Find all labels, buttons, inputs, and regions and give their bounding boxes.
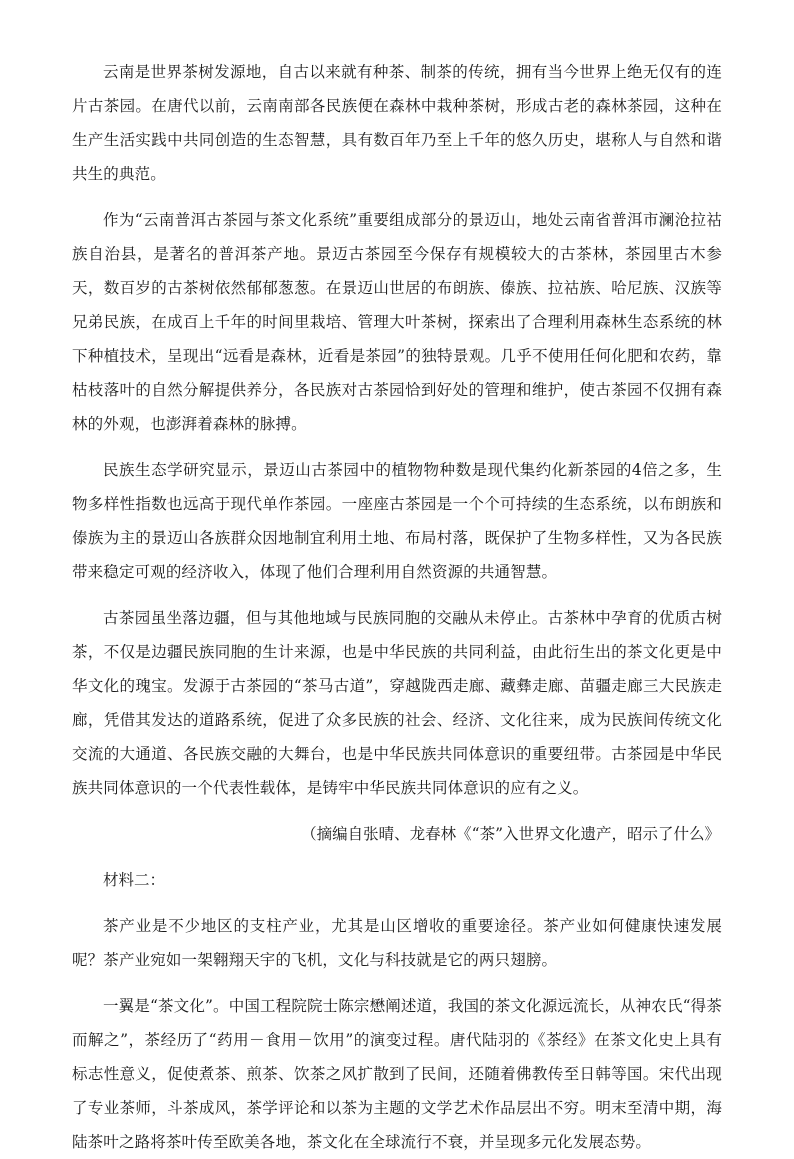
document-page: [72, 55, 722, 1159]
paragraph-ethnoecology: 民族生态学研究显示，景迈山古茶园中的植物物种数是现代集约化新茶园的4倍之多，生物多样性指数也远高于现代单作茶园。一座座古茶园是一个个可持续的生态系统，以布朗族和傣族为主的景迈山各族群众因地制宜利用土地、布局村落，既保护了生物多样性，又为各民族带来稳定可观的经济收入，体现了他们合理利用自然资源的共通智慧。: [72, 461, 722, 581]
paragraph-jingmai-mountain: 作为“云南普洱古茶园与茶文化系统”重要组成部分的景迈山，地处云南省普洱市澜沧拉祜族自治县，是著名的普洱茶产地。景迈古茶园至今保存有规模较大的古茶林，茶园里古木参天，数百岁的古茶树依然郁郁葱葱。在景迈山世居的布朗族、傣族、拉祜族、哈尼族、汉族等兄弟民族，在成百上千年的时间里栽培、管理大叶茶树，探索出了合理利用森林生态系统的林下种植技术，呈现出“远看是森林，近看是茶园”的独特景观。几乎不使用任何化肥和农药，靠枯枝落叶的自然分解提供养分，各民族对古茶园恰到好处的管理和维护，使古茶园不仅拥有森林的外观，也澎湃着森林的脉搏。: [72, 211, 722, 433]
paragraph-gap: [72, 441, 722, 453]
paragraph-gap: [72, 897, 722, 909]
paragraph-gap: [72, 851, 722, 863]
paragraph-tea-industry: 茶产业是不少地区的支柱产业，尤其是山区增收的重要途径。茶产业如何健康快速发展呢？茶产业宛如一架翱翔天宇的飞机，文化与科技就是它的两只翅膀。: [72, 917, 722, 969]
paragraph-tea-culture: 一翼是“茶文化”。中国工程院院士陈宗懋阐述道，我国的茶文化源远流长，从神农氏“得茶而解之”，茶经历了“药用－食用－饮用”的演变过程。唐代陆羽的《茶经》在茶文化史上具有标志性意义，促使煮茶、煎茶、饮茶之风扩散到了民间，还随着佛教传至日韩等国。宋代出现了专业茶师，斗茶成风，茶学评论和以茶为主题的文学艺术作品层出不穷。明末至清中期，海陆茶叶之路将茶叶传至欧美各地，茶文化在全球流行不衰，并呈现多元化发展态势。: [72, 997, 722, 1151]
paragraph-yunnan-origin: 云南是世界茶树发源地，自古以来就有种茶、制茶的传统，拥有当今世界上绝无仅有的连片古茶园。在唐代以前，云南南部各民族便在森林中栽种茶树，形成古老的森林茶园，这种在生产生活实践中共同创造的生态智慧，具有数百年乃至上千年的悠久历史，堪称人与自然和谐共生的典范。: [72, 63, 722, 183]
paragraph-gap: [72, 805, 722, 817]
paragraph-gap: [72, 977, 722, 989]
paragraph-gap: [72, 589, 722, 601]
paragraph-tea-horse-road: 古茶园虽坐落边疆，但与其他地域与民族同胞的交融从未停止。古茶林中孕育的优质古树茶，不仅是边疆民族同胞的生计来源，也是中华民族的共同利益，由此衍生出的茶文化更是中华文化的瑰宝。发源于古茶园的“茶马古道”，穿越陇西走廊、藏彝走廊、苗疆走廊三大民族走廊，凭借其发达的道路系统，促进了众多民族的社会、经济、文化往来，成为民族间传统文化交流的大通道、各民族交融的大舞台，也是中华民族共同体意识的重要纽带。古茶园是中华民族共同体意识的一个代表性载体，是铸牢中华民族共同体意识的应有之义。: [72, 609, 722, 797]
paragraph-gap: [72, 191, 722, 203]
material-two-label: 材料二：: [103, 871, 166, 889]
source-citation: （摘编自张晴、龙春林《“茶”入世界文化遗产，昭示了什么》: [301, 825, 720, 843]
